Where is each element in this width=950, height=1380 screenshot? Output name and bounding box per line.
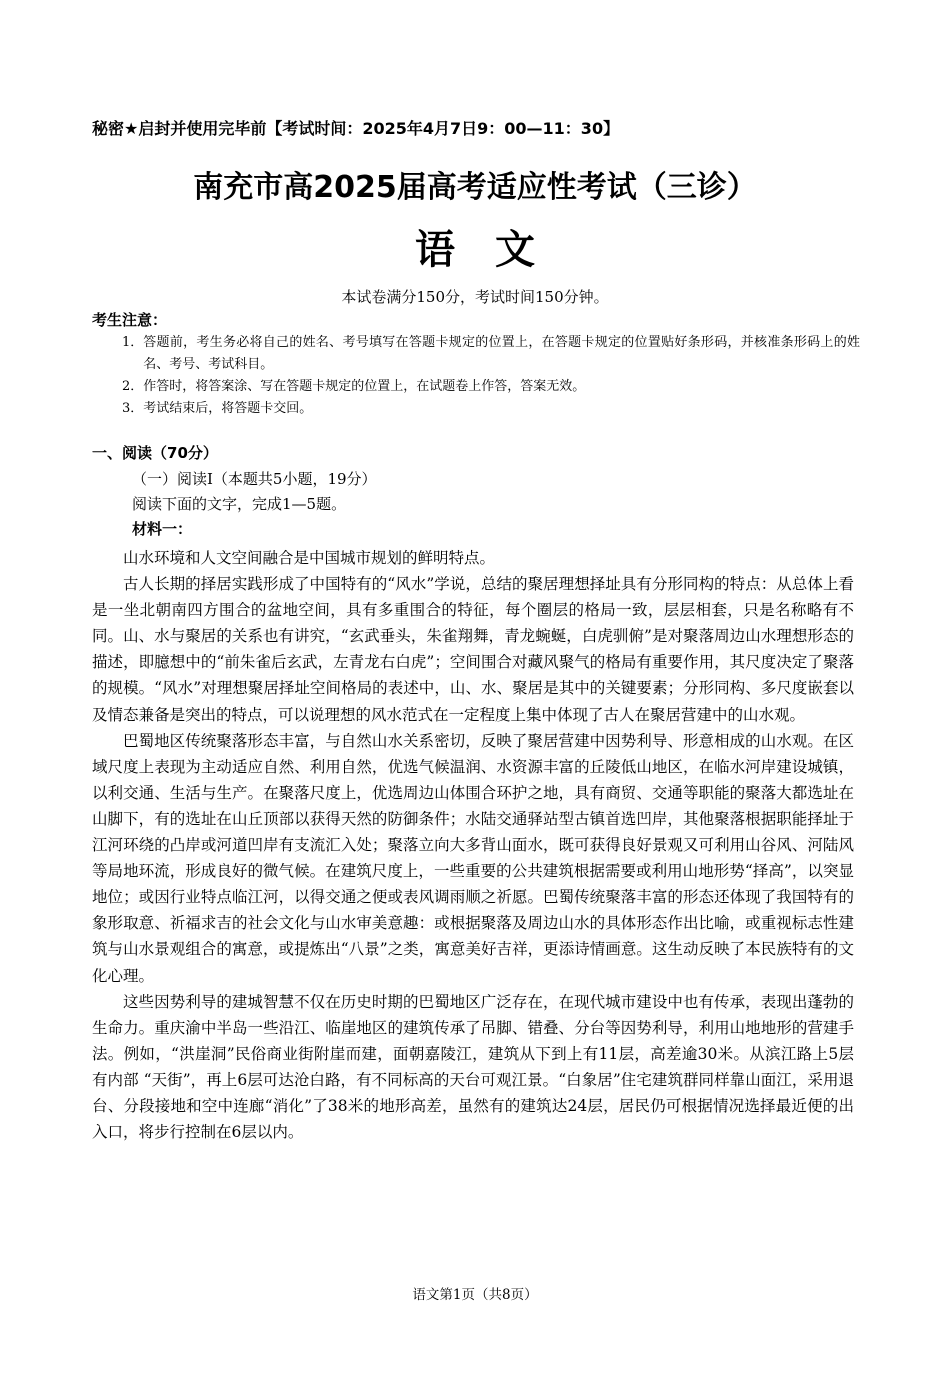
notice-text: 考试结束后，将答题卡交回。 xyxy=(143,401,313,416)
section-instruction: 阅读下面的文字，完成1—5题。 xyxy=(132,495,347,513)
notice-number: 3． xyxy=(122,401,144,416)
section-subheading: （一）阅读I（本题共5小题，19分） xyxy=(132,470,377,488)
passage-paragraph: 山水环境和人文空间融合是中国城市规划的鲜明特点。 xyxy=(123,549,496,567)
score-time-line: 本试卷满分150分，考试时间150分钟。 xyxy=(341,288,609,306)
notice-item xyxy=(122,376,860,398)
notice-heading: 考生注意： xyxy=(92,311,168,329)
passage-paragraph: 这些因势利导的建城智慧不仅在历史时期的巴蜀地区广泛存在，在现代城市建设中也有传承，表现出蓬勃的生命力。重庆渝中半岛一些沿江、临崖地区的建筑传承了吊脚、错叠、分台等因势利导，利用山地地形的营建手法。例如，“洪崖洞”民俗商业街附崖而建，面朝嘉陵江，建筑从下到上有11层，高差逾30米。从滨江路上5层有内部 “天街”，再上6层可达沧白路，有不同标高的天台可观江景。“白象居”住宅建筑群同样靠山面江，采用退台、分段接地和空中连廊“消化”了38米的地形高差，虽然有的建筑达24层，居民仍可根据情况选择最近便的出入口，将步行控制在6层以内。 xyxy=(92,992,854,1142)
notice-item xyxy=(122,332,860,376)
reading-passage xyxy=(92,545,854,1145)
section-heading: 一、阅读（70分） xyxy=(92,444,218,462)
notice-item xyxy=(122,398,860,420)
notice-list xyxy=(122,332,860,420)
material-label: 材料一： xyxy=(132,520,193,538)
subject-title: 语文 xyxy=(415,227,575,273)
passage-paragraph: 巴蜀地区传统聚落形态丰富，与自然山水关系密切，反映了聚居营建中因势利导、形意相成的山水观。在区域尺度上表现为主动适应自然、利用自然，优选气候温润、水资源丰富的丘陵低山地区，在临水河岸建设城镇，以利交通、生活与生产。在聚落尺度上，优选周边山体围合环护之地，具有商贸、交通等职能的聚落大都选址在山脚下，有的选址在山丘顶部以获得天然的防御条件；水陆交通驿站型古镇首选凹岸，其他聚落根据职能择址于江河环绕的凸岸或河道凹岸有支流汇入处；聚落立向大多背山面水，既可获得良好景观又可利用山谷风、河陆风等局地环流，形成良好的微气候。在建筑尺度上，一些重要的公共建筑根据需要或利用山地形势“择高”，以突显地位；或因行业特点临江河，以得交通之便或表风调雨顺之祈愿。巴蜀传统聚落丰富的形态还体现了我国特有的象形取意、祈福求吉的社会文化与山水审美意趣：或根据聚落及周边山水的具体形态作出比喻，或重视标志性建筑与山水景观组合的寓意，或提炼出“八景”之类，寓意美好吉祥，更添诗情画意。这生动反映了本民族特有的文化心理。 xyxy=(92,731,854,985)
exam-title: 南充市高2025届高考适应性考试（三诊） xyxy=(193,170,757,205)
notice-number: 1． xyxy=(122,335,144,350)
passage-paragraph: 古人长期的择居实践形成了中国特有的“风水”学说，总结的聚居理想择址具有分形同构的特点：从总体上看是一坐北朝南四方围合的盆地空间，具有多重围合的特征，每个圈层的格局一致，层层相套，只是名称略有不同。山、水与聚居的关系也有讲究，“玄武垂头，朱雀翔舞，青龙蜿蜒，白虎驯俯”是对聚落周边山水理想形态的描述，即臆想中的“前朱雀后玄武，左青龙右白虎”；空间围合对藏风聚气的格局有重要作用，其尺度决定了聚落的规模。“风水”对理想聚居择址空间格局的表述中，山、水、聚居是其中的关键要素；分形同构、多尺度嵌套以及情态兼备是突出的特点，可以说理想的风水范式在一定程度上集中体现了古人在聚居营建中的山水观。 xyxy=(92,575,854,724)
notice-number: 2． xyxy=(122,379,144,394)
notice-text: 答题前，考生务必将自己的姓名、考号填写在答题卡规定的位置上，在答题卡规定的位置贴好条形码，并核准条形码上的姓名、考号、考试科目。 xyxy=(143,335,860,372)
confidential-notice: 秘密★启封并使用完毕前【考试时间：2025年4月7日9：00—11：30】 xyxy=(92,119,620,138)
page-footer: 语文第1页（共8页） xyxy=(412,1287,538,1303)
notice-text: 作答时，将答案涂、写在答题卡规定的位置上，在试题卷上作答，答案无效。 xyxy=(143,379,586,394)
